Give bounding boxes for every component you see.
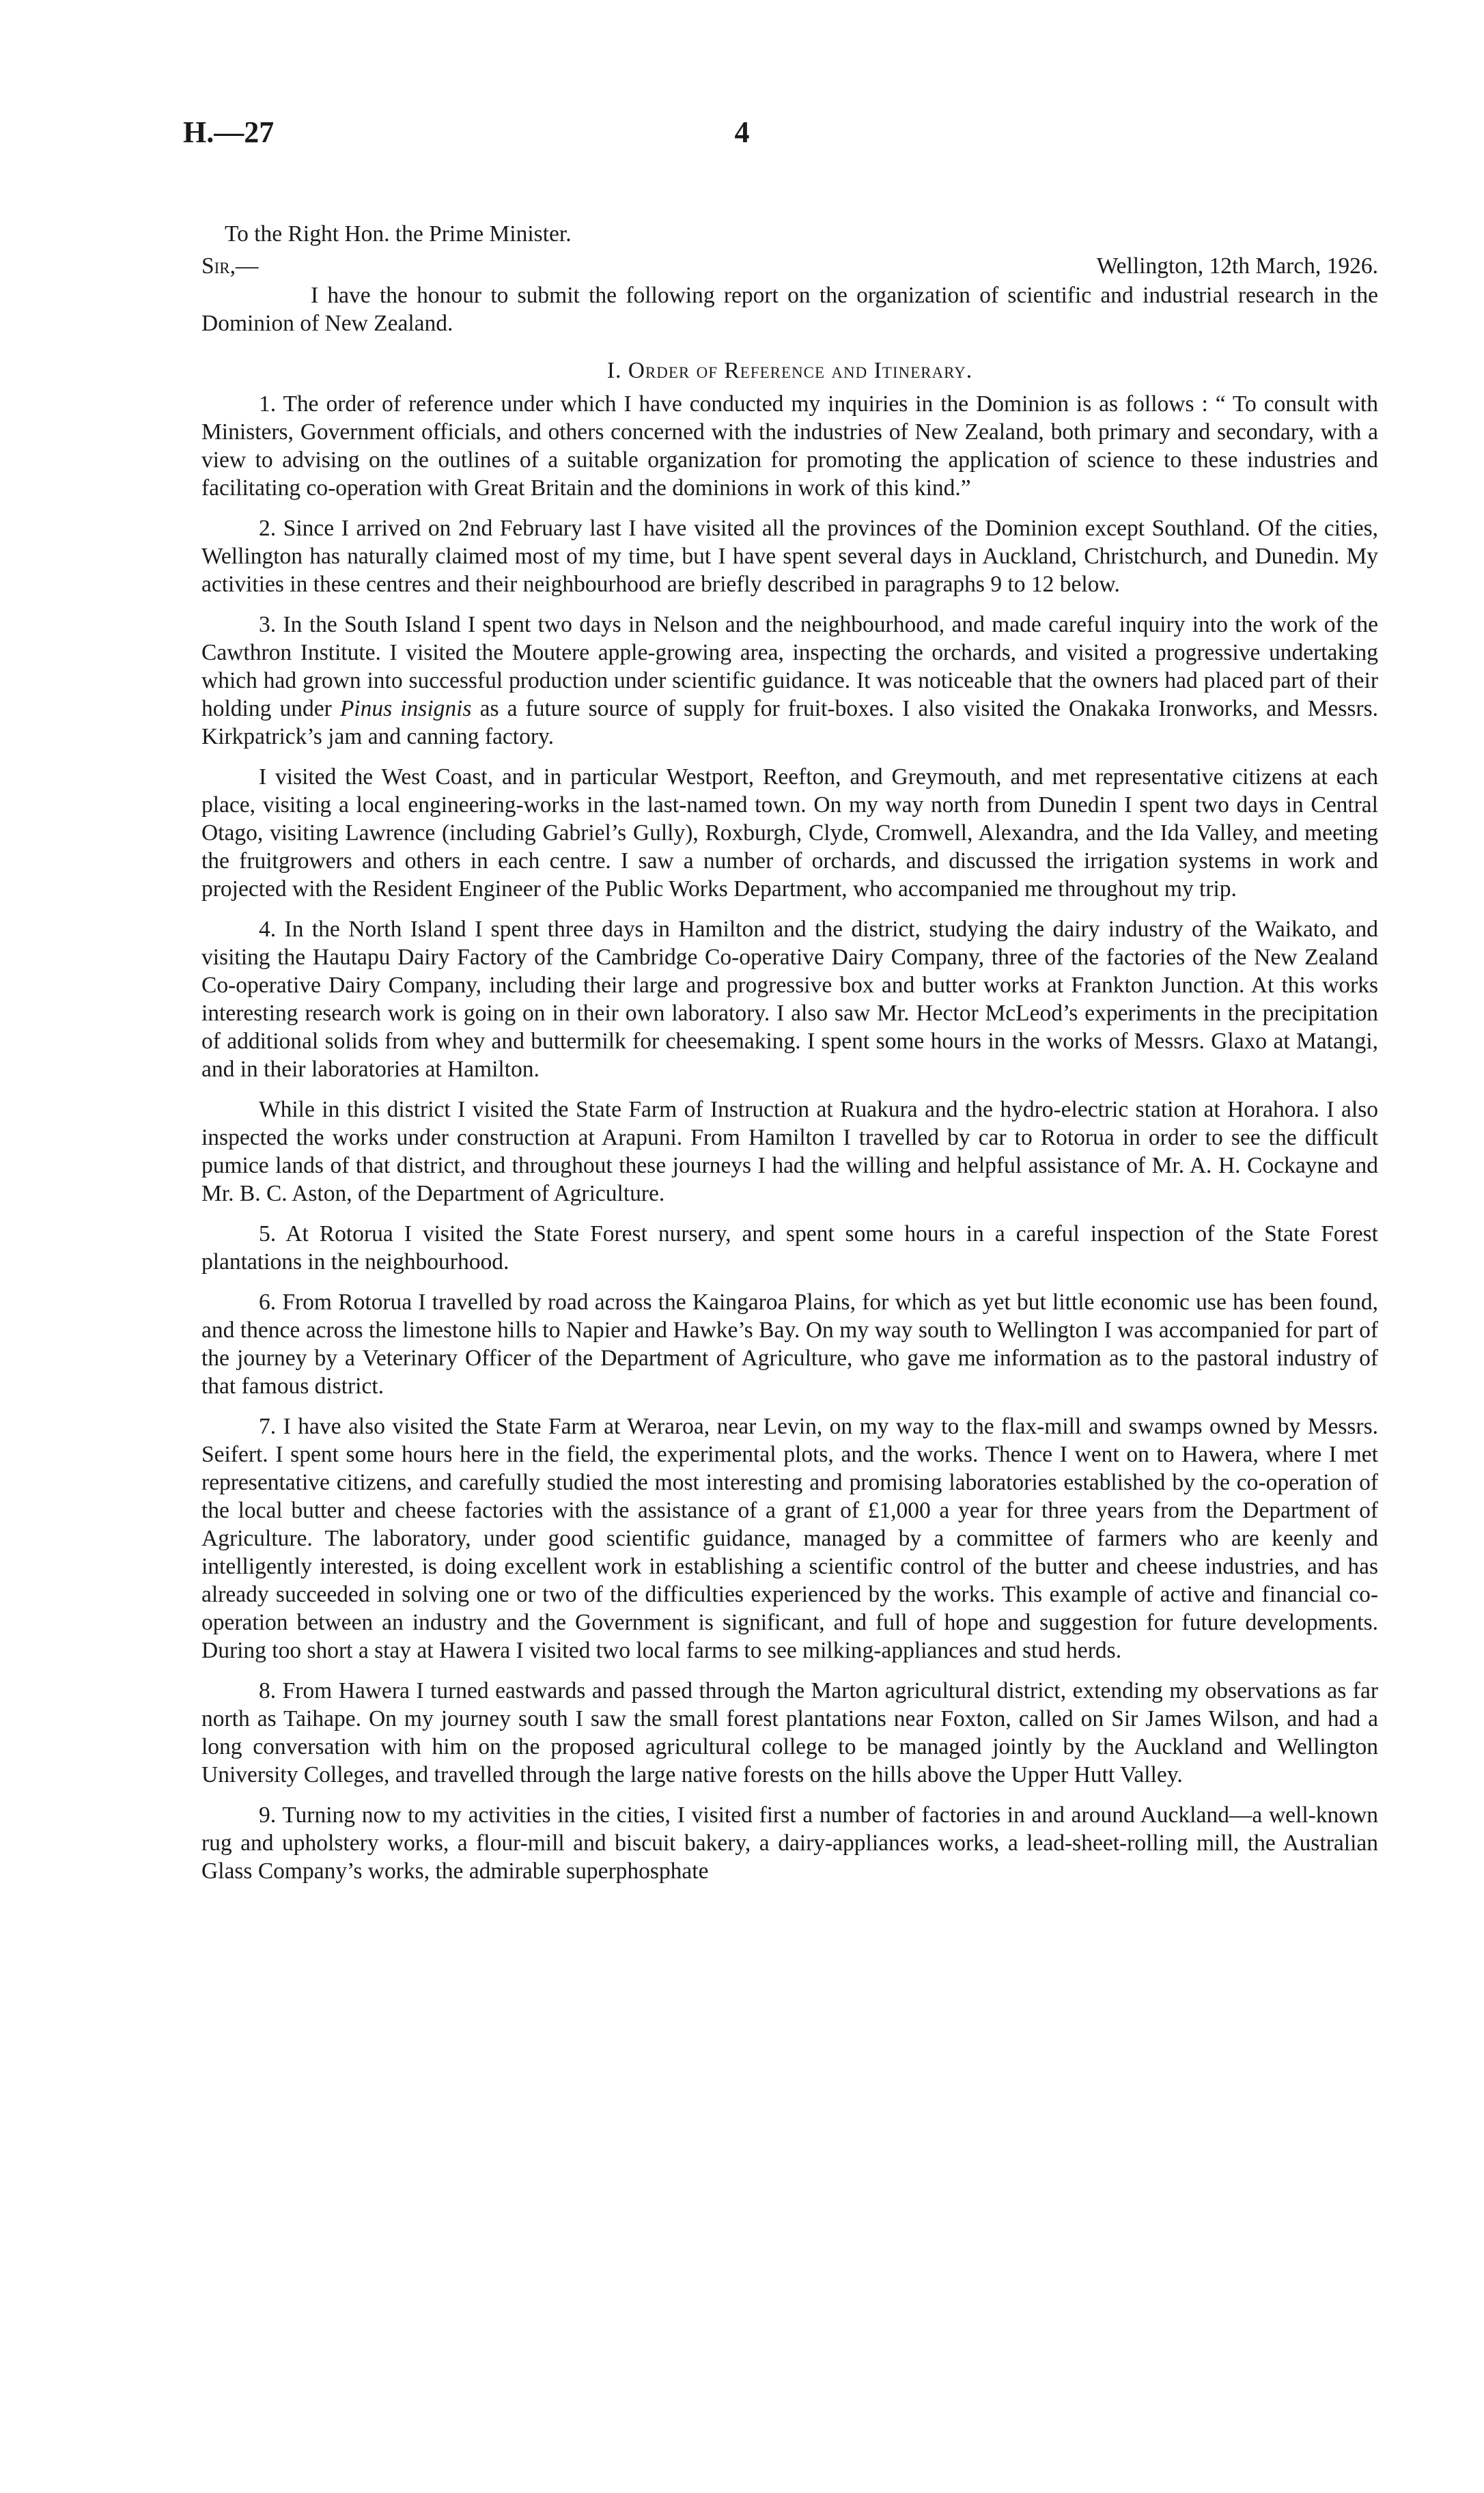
paragraph-4: 4. In the North Island I spent three days in Hamilton and the district, studying the dairy industry of the Waikato, and visiting the Hautapu Dairy Factory of the Cambridge Co-operative Dairy Company, three of the factories of the New Zealand Co-operative Dairy Company, including their large and progressive box and butter works at Frankton Junction. At this works interesting research work is going on in their own laboratory. I also saw Mr. Hector McLeod’s experiments in the precipitation of additional solids from whey and buttermilk for cheesemaking. I spent some hours in the works of Messrs. Glaxo at Matangi, and in their laboratories at Hamilton.	[201, 917, 1378, 1082]
paragraph-9: 9. Turning now to my activities in the cities, I visited first a number of factories in and around Auckland—a well-known rug and upholstery works, a flour-mill and biscuit bakery, a dairy-appliances works, a lead-sheet-rolling mill, the Australian Glass Company’s works, the admirable superphosphate	[201, 1802, 1378, 1884]
paragraph-7: 7. I have also visited the State Farm at Weraroa, near Levin, on my way to the flax-mill and swamps owned by Messrs. Seifert. I spent some hours here in the field, the experimental plots, and the works. Thence I went on to Hawera, where I met representative citizens, and carefully studied the most interesting and promising laboratories established by the co-operation of the local butter and cheese factories with the assistance of a grant of £1,000 a year for three years from the Department of Agriculture. The laboratory, under good scientific guidance, managed by a committee of farmers who are keenly and intelligently interested, is doing excellent work in establishing a scientific control of the butter and cheese industries, and has already succeeded in solving one or two of the difficulties experienced by the works. This example of active and financial co-operation between an industry and the Government is significant, and full of hope and suggestion for future developments. During too short a stay at Hawera I visited two local farms to see milking-appliances and stud herds.	[201, 1414, 1378, 1663]
place-date: Wellington, 12th March, 1926.	[1096, 253, 1378, 279]
document-reference: H.—27	[183, 115, 275, 149]
letter-intro: I have the honour to submit the following report on the organization of scientific and industrial research in the Dominion of New Zealand.	[201, 283, 1378, 336]
paragraph-5: 5. At Rotorua I visited the State Forest nursery, and spent some hours in a careful inspection of the State Forest plantations in the neighbourhood.	[201, 1221, 1378, 1275]
paragraph-3-text-a: 3. In the South Island I spent two days in Nelson and the neighbourhood, and made careful inquiry into the work of the Cawthron Institute. I visited the Moutere apple-growing area, inspecting the orchards, and visited a progressive undertaking which had grown into successful production under scientific guidance. It was noticeable that the owners had placed part of their holding under	[201, 612, 1378, 721]
paragraph-3-italic: Pinus insignis	[339, 696, 472, 721]
paragraph-3-continued: I visited the West Coast, and in particular Westport, Reefton, and Greymouth, and met representative citizens at each place, visiting a local engineering-works in the last-named town. On my way north from Dunedin I spent two days in Central Otago, visiting Lawrence (including Gabriel’s Gully), Roxburgh, Clyde, Cromwell, Alexandra, and the Ida Valley, and meeting the fruitgrowers and others in each centre. I saw a number of orchards, and discussed the irrigation systems in work and projected with the Resident Engineer of the Public Works Department, who accompanied me throughout my trip.	[201, 764, 1378, 902]
document-body	[201, 220, 1378, 1885]
section-title: I. Order of Reference and Itinerary.	[606, 358, 973, 383]
paragraph-8: 8. From Hawera I turned eastwards and passed through the Marton agricultural district, extending my observations as far north as Taihape. On my journey south I saw the small forest plantations near Foxton, called on Sir James Wilson, and had a long conversation with him on the proposed agricultural college to be managed jointly by the Auckland and Wellington University Colleges, and travelled through the large native forests on the hills above the Upper Hutt Valley.	[201, 1678, 1378, 1787]
paragraph-3	[201, 611, 1378, 751]
letter-addressee: To the Right Hon. the Prime Minister.	[225, 221, 572, 247]
paragraph-3-text-b: as a future source of supply for fruit-boxes. I also visited the Onakaka Ironworks, and Messrs. Kirkpatrick’s jam and canning factory.	[201, 696, 1378, 749]
page-number: 4	[734, 115, 750, 149]
salutation: Sir,—	[201, 253, 259, 279]
paragraph-2: 2. Since I arrived on 2nd February last I have visited all the provinces of the Dominion except Southland. Of the cities, Wellington has naturally claimed most of my time, but I have spent several days in Auckland, Christchurch, and Dunedin. My activities in these centres and their neighbourhood are briefly described in paragraphs 9 to 12 below.	[201, 516, 1378, 597]
paragraph-1: 1. The order of reference under which I have conducted my inquiries in the Dominion is as follows : “ To consult with Ministers, Government officials, and others concerned with the industries of New Zealand, both primary and secondary, with a view to advising on the outlines of a suitable organization for promoting the application of science to these industries and facilitating co-operation with Great Britain and the dominions in work of this kind.”	[201, 391, 1378, 501]
paragraph-6: 6. From Rotorua I travelled by road across the Kaingaroa Plains, for which as yet but little economic use has been found, and thence across the limestone hills to Napier and Hawke’s Bay. On my way south to Wellington I was accompanied for part of the journey by a Veterinary Officer of the Department of Agriculture, who gave me information as to the pastoral industry of that famous district.	[201, 1290, 1378, 1399]
paragraph-4-continued: While in this district I visited the State Farm of Instruction at Ruakura and the hydro-electric station at Horahora. I also inspected the works under construction at Arapuni. From Hamilton I travelled by car to Rotorua in order to see the difficult pumice lands of that district, and throughout these journeys I had the willing and helpful assistance of Mr. A. H. Cockayne and Mr. B. C. Aston, of the Department of Agriculture.	[201, 1097, 1378, 1206]
salutation-line	[201, 252, 1378, 280]
